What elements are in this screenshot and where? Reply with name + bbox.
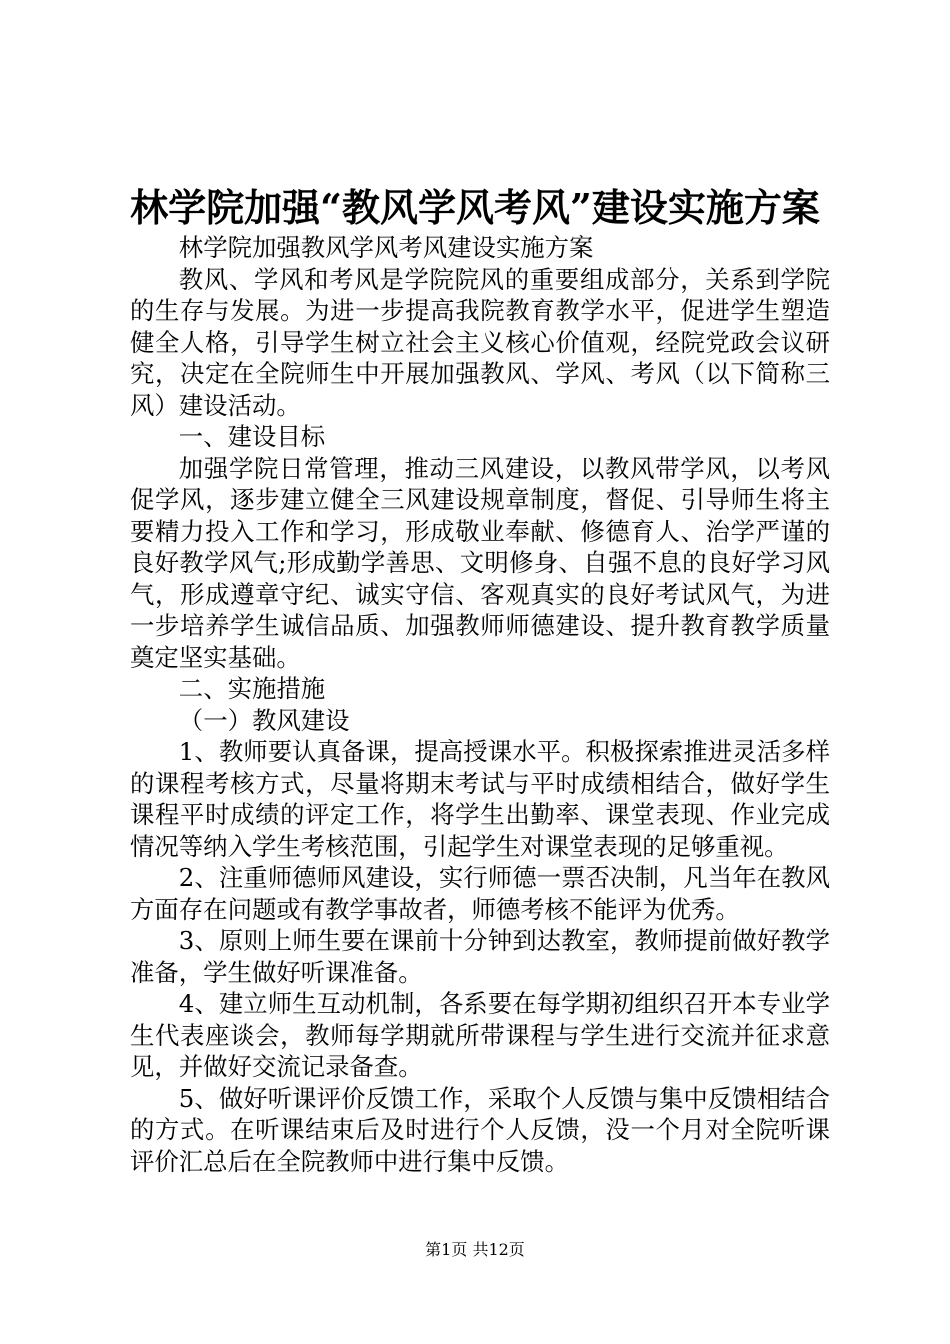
measure-item-2: 2、注重师德师风建设，实行师德一票否决制，凡当年在教风方面存在问题或有教学事故者，师德考核不能评为优秀。 [130, 863, 830, 924]
document-body [130, 232, 830, 1177]
subsection-heading-teaching: （一）教风建设 [178, 705, 350, 735]
page-footer: 第1页 共12页 [425, 1240, 525, 1259]
section-heading-measures: 二、实施措施 [178, 674, 326, 703]
measure-item-4: 4、建立师生互动机制，各系要在每学期初组织召开本专业学生代表座谈会，教师每学期就所带课程与学生进行交流并征求意见，并做好交流记录备查。 [130, 989, 830, 1081]
section-heading-goals: 一、建设目标 [178, 422, 326, 451]
subtitle-paragraph: 林学院加强教风学风考风建设实施方案 [178, 233, 594, 262]
intro-paragraph: 教风、学风和考风是学院院风的重要组成部分，关系到学院的生存与发展。为进一步提高我院教育教学水平，促进学生塑造健全人格，引导学生树立社会主义核心价值观，经院党政会议研究，决定在全院师生中开展加强教风、学风、考风（以下简称三风）建设活动。 [130, 264, 830, 420]
document-title: 林学院加强“教风学风考风”建设实施方案 [130, 185, 820, 230]
measure-item-3: 3、原则上师生要在课前十分钟到达教室，教师提前做好教学准备，学生做好听课准备。 [130, 926, 830, 987]
goals-paragraph: 加强学院日常管理，推动三风建设，以教风带学风，以考风促学风，逐步建立健全三风建设规章制度，督促、引导师生将主要精力投入工作和学习，形成敬业奉献、修德育人、治学严谨的良好教学风气;形成勤学善思、文明修身、自强不息的良好学习风气，形成遵章守纪、诚实守信、客观真实的良好考试风气，为进一步培养学生诚信品质、加强教师师德建设、提升教育教学质量奠定坚实基础。 [130, 453, 830, 672]
measure-item-5: 5、做好听课评价反馈工作，采取个人反馈与集中反馈相结合的方式。在听课结束后及时进行个人反馈，没一个月对全院听课评价汇总后在全院教师中进行集中反馈。 [130, 1083, 830, 1176]
measure-item-1: 1、教师要认真备课，提高授课水平。积极探索推进灵活多样的课程考核方式，尽量将期末考试与平时成绩相结合，做好学生课程平时成绩的评定工作，将学生出勤率、课堂表现、作业完成情况等纳入学生考核范围，引起学生对课堂表现的足够重视。 [130, 737, 830, 861]
